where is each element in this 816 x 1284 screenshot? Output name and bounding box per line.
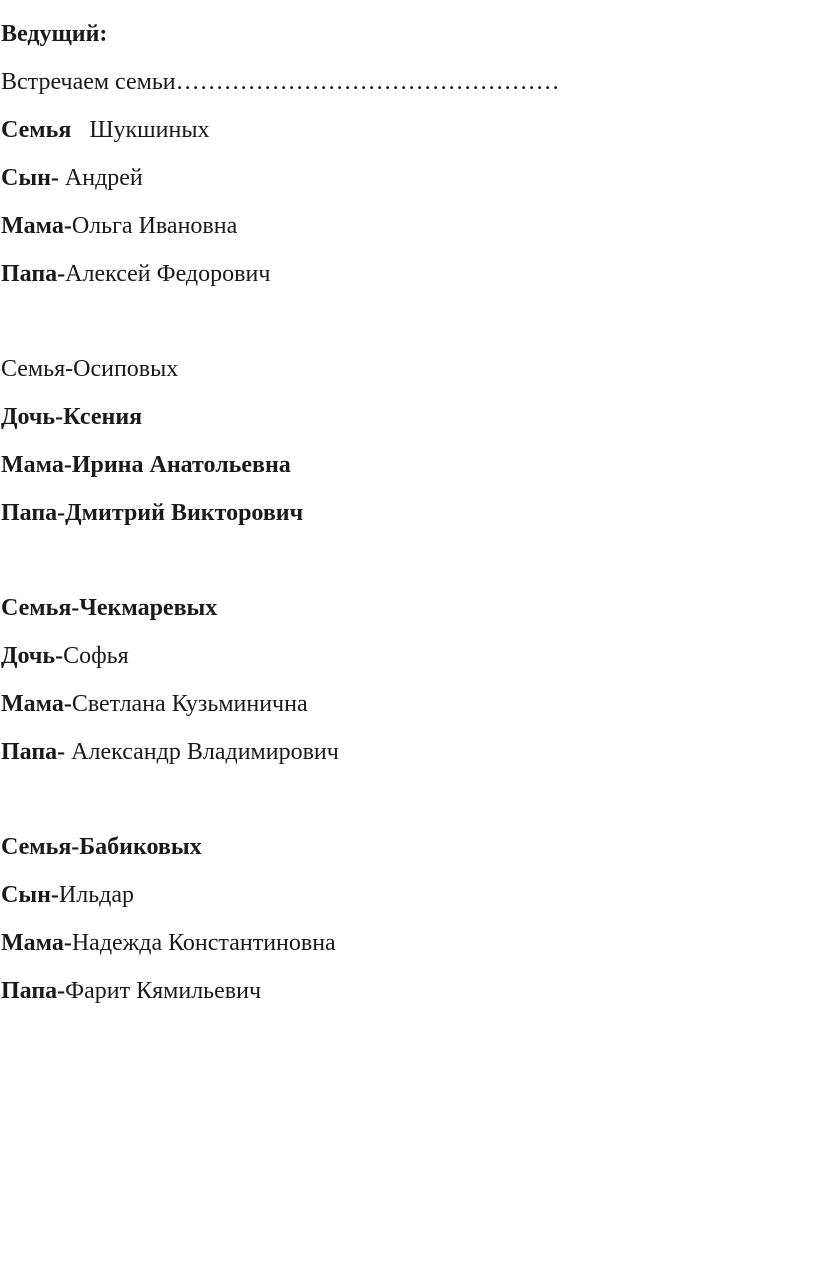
family-member-row	[1, 498, 303, 528]
member-role: Мама-	[1, 691, 72, 717]
family-heading-name: Шукшиных	[71, 117, 210, 143]
family-heading-chekmarevy	[1, 593, 217, 623]
family-member-row	[1, 976, 261, 1006]
member-role: Папа-	[1, 739, 66, 765]
family-heading-bold: Семья-Бабиковых	[1, 834, 202, 860]
member-role: Папа-	[1, 500, 66, 526]
family-heading-babikovy	[1, 832, 202, 862]
family-heading-bold: Семья-Чекмаревых	[1, 595, 218, 621]
member-name: Фарит Кямильевич	[65, 978, 262, 1004]
member-name: Софья	[63, 643, 129, 669]
family-member-row	[1, 880, 134, 910]
family-heading-name: Семья-Осиповых	[1, 356, 179, 382]
family-member-row	[1, 641, 129, 671]
member-name: Ксения	[63, 404, 143, 430]
family-member-row	[1, 163, 143, 193]
member-name: Александр Владимирович	[65, 739, 339, 765]
family-heading-shukshiny	[1, 115, 209, 145]
member-name: Светлана Кузьминична	[71, 691, 308, 717]
family-member-row	[1, 450, 291, 480]
family-member-row	[1, 928, 336, 958]
member-role: Папа-	[1, 261, 66, 287]
family-heading-osipovy	[1, 354, 178, 384]
host-greeting: Встречаем семьи…………………………………………	[1, 69, 560, 95]
family-member-row	[1, 737, 339, 767]
member-name: Дмитрий Викторович	[65, 500, 304, 526]
member-name: Андрей	[58, 165, 143, 191]
host-label: Ведущий:	[1, 21, 108, 47]
member-name: Ирина Анатольевна	[71, 452, 291, 478]
member-name: Ильдар	[58, 882, 135, 908]
member-role: Мама-	[1, 452, 72, 478]
member-name: Надежда Константиновна	[71, 930, 336, 956]
member-role: Папа-	[1, 978, 66, 1004]
member-name: Алексей Федорович	[65, 261, 271, 287]
member-role: Дочь-	[1, 404, 64, 430]
family-member-row	[1, 259, 270, 289]
family-member-row	[1, 689, 308, 719]
member-role: Сын-	[1, 165, 59, 191]
member-role: Мама-	[1, 213, 72, 239]
member-role: Сын-	[1, 882, 59, 908]
member-role: Мама-	[1, 930, 72, 956]
family-heading-bold: Семья	[1, 117, 72, 143]
member-name: Ольга Ивановна	[71, 213, 238, 239]
family-member-row	[1, 211, 237, 241]
member-role: Дочь-	[1, 643, 64, 669]
family-member-row	[1, 402, 142, 432]
